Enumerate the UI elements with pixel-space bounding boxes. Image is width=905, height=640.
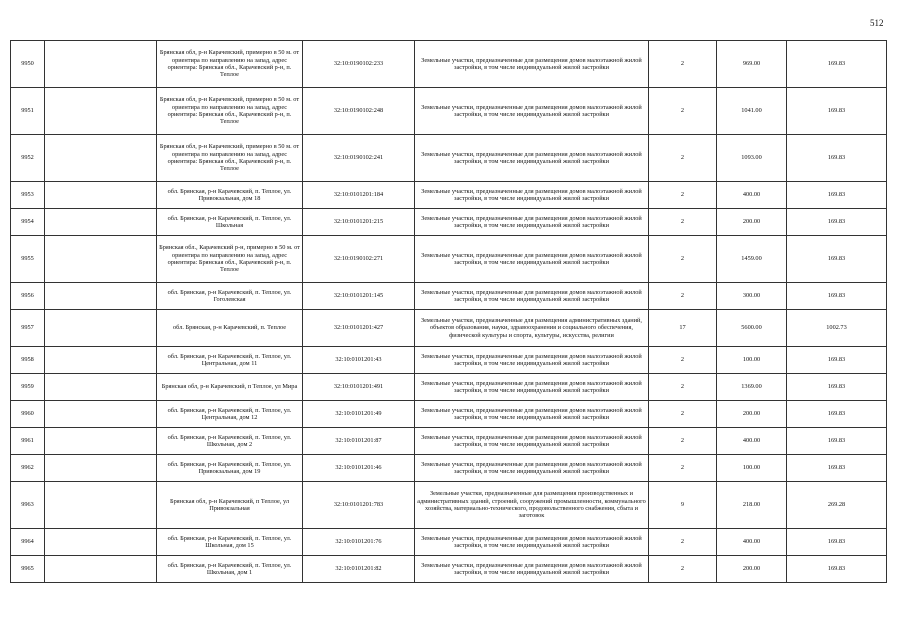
area-cell: 300.00	[717, 283, 787, 310]
area-cell: 200.00	[717, 401, 787, 428]
rate-cell: 169.83	[787, 556, 887, 583]
group-cell: 2	[649, 41, 717, 88]
purpose-cell: Земельные участки, предназначенные для размещения домов малоэтажной жилой застройки, в том числе индивидуальной жилой застройки	[415, 88, 649, 135]
cadastral-number-cell: 32:10:0190102:233	[303, 41, 415, 88]
table-row	[11, 428, 887, 455]
rate-cell: 169.83	[787, 236, 887, 283]
purpose-cell: Земельные участки, предназначенные для размещения домов малоэтажной жилой застройки, в том числе индивидуальной жилой застройки	[415, 556, 649, 583]
rate-cell: 169.83	[787, 209, 887, 236]
address-cell: обл. Брянская, р-н Карачевский, п. Теплое, ул. Школьная, дом 1	[157, 556, 303, 583]
row-number: 9964	[11, 529, 45, 556]
cadastral-number-cell: 32:10:0101201:76	[303, 529, 415, 556]
group-cell: 2	[649, 135, 717, 182]
address-cell: обл. Брянская, р-н Карачевский, п. Теплое, ул. Центральная, дом 11	[157, 347, 303, 374]
area-cell: 969.00	[717, 41, 787, 88]
group-cell: 2	[649, 347, 717, 374]
table-row	[11, 88, 887, 135]
address-cell: обл. Брянская, р-н Карачевский, п. Теплое, ул. Гоголевская	[157, 283, 303, 310]
cadastral-value-table	[10, 40, 887, 583]
address-cell: Брянская обл, р-н Карачевский, примерно в 50 м. от ориентира по направлению на запад, адрес ориентира: Брянская обл., Карачевский р-н, п. Теплое	[157, 135, 303, 182]
rate-cell: 169.83	[787, 41, 887, 88]
area-cell: 1369.00	[717, 374, 787, 401]
rate-cell: 169.83	[787, 88, 887, 135]
row-number: 9958	[11, 347, 45, 374]
purpose-cell: Земельные участки, предназначенные для размещения домов малоэтажной жилой застройки, в том числе индивидуальной жилой застройки	[415, 283, 649, 310]
rate-cell: 169.83	[787, 428, 887, 455]
row-number: 9959	[11, 374, 45, 401]
purpose-cell: Земельные участки, предназначенные для размещения домов малоэтажной жилой застройки, в том числе индивидуальной жилой застройки	[415, 374, 649, 401]
rate-cell: 1002.73	[787, 310, 887, 347]
cadastral-number-cell: 32:10:0190102:241	[303, 135, 415, 182]
rate-cell: 169.83	[787, 529, 887, 556]
row-number: 9951	[11, 88, 45, 135]
page-number: 512	[870, 18, 884, 28]
row-number: 9953	[11, 182, 45, 209]
row-number: 9962	[11, 455, 45, 482]
purpose-cell: Земельные участки, предназначенные для размещения административных зданий, объектов образования, науки, здравоохранения и социального обеспечения, физической культуры и спорта, культуры, искусства, религии	[415, 310, 649, 347]
table-row	[11, 401, 887, 428]
group-cell: 2	[649, 529, 717, 556]
purpose-cell: Земельные участки, предназначенные для размещения домов малоэтажной жилой застройки, в том числе индивидуальной жилой застройки	[415, 347, 649, 374]
table-row	[11, 374, 887, 401]
cadastral-number-cell: 32:10:0101201:82	[303, 556, 415, 583]
table-row	[11, 236, 887, 283]
rate-cell: 169.83	[787, 374, 887, 401]
cadastral-number-cell: 32:10:0101201:427	[303, 310, 415, 347]
area-cell: 5600.00	[717, 310, 787, 347]
table-row	[11, 529, 887, 556]
rate-cell: 269.28	[787, 482, 887, 529]
area-cell: 200.00	[717, 209, 787, 236]
area-cell: 400.00	[717, 182, 787, 209]
table-row	[11, 556, 887, 583]
table-row	[11, 209, 887, 236]
rate-cell: 169.83	[787, 283, 887, 310]
address-cell: Брянская обл, р-н Карачевский, примерно в 50 м. от ориентира по направлению на запад, адрес ориентира: Брянская обл., Карачевский р-н, п. Теплое	[157, 88, 303, 135]
purpose-cell: Земельные участки, предназначенные для размещения домов малоэтажной жилой застройки, в том числе индивидуальной жилой застройки	[415, 529, 649, 556]
row-number: 9952	[11, 135, 45, 182]
row-number: 9956	[11, 283, 45, 310]
table-row	[11, 135, 887, 182]
rate-cell: 169.83	[787, 401, 887, 428]
cadastral-number-cell: 32:10:0101201:43	[303, 347, 415, 374]
cadastral-number-cell: 32:10:0190102:271	[303, 236, 415, 283]
address-cell: обл. Брянская, р-н Карачевский, п. Теплое, ул. Школьная	[157, 209, 303, 236]
row-number: 9950	[11, 41, 45, 88]
area-cell: 400.00	[717, 428, 787, 455]
purpose-cell: Земельные участки, предназначенные для размещения домов малоэтажной жилой застройки, в том числе индивидуальной жилой застройки	[415, 209, 649, 236]
area-cell: 100.00	[717, 455, 787, 482]
group-cell: 2	[649, 455, 717, 482]
row-number: 9957	[11, 310, 45, 347]
rate-cell: 169.83	[787, 182, 887, 209]
purpose-cell: Земельные участки, предназначенные для размещения производственных и административных зданий, строений, сооружений промышленности, коммунального хозяйства, материально-технического, продовольственного снабжения, сбыта и заготовок	[415, 482, 649, 529]
table-row	[11, 283, 887, 310]
group-cell: 2	[649, 556, 717, 583]
rate-cell: 169.83	[787, 135, 887, 182]
cadastral-number-cell: 32:10:0101201:145	[303, 283, 415, 310]
table-row	[11, 182, 887, 209]
purpose-cell: Земельные участки, предназначенные для размещения домов малоэтажной жилой застройки, в том числе индивидуальной жилой застройки	[415, 182, 649, 209]
cadastral-number-cell: 32:10:0101201:184	[303, 182, 415, 209]
group-cell: 2	[649, 401, 717, 428]
address-cell: обл. Брянская, р-н Карачевский, п. Теплое, ул. Привокзальная, дом 19	[157, 455, 303, 482]
group-cell: 2	[649, 182, 717, 209]
area-cell: 1041.00	[717, 88, 787, 135]
table-row	[11, 41, 887, 88]
row-number: 9961	[11, 428, 45, 455]
group-cell: 2	[649, 283, 717, 310]
purpose-cell: Земельные участки, предназначенные для размещения домов малоэтажной жилой застройки, в том числе индивидуальной жилой застройки	[415, 236, 649, 283]
address-cell: Брянская обл., Карачевский р-н, примерно в 50 м. от ориентира по направлению на запад, адрес ориентира: Брянская обл., Карачевский р-н, п. Теплое	[157, 236, 303, 283]
area-cell: 218.00	[717, 482, 787, 529]
group-cell: 17	[649, 310, 717, 347]
purpose-cell: Земельные участки, предназначенные для размещения домов малоэтажной жилой застройки, в том числе индивидуальной жилой застройки	[415, 428, 649, 455]
area-cell: 1459.00	[717, 236, 787, 283]
purpose-cell: Земельные участки, предназначенные для размещения домов малоэтажной жилой застройки, в том числе индивидуальной жилой застройки	[415, 401, 649, 428]
row-number: 9963	[11, 482, 45, 529]
table-row	[11, 310, 887, 347]
purpose-cell: Земельные участки, предназначенные для размещения домов малоэтажной жилой застройки, в том числе индивидуальной жилой застройки	[415, 455, 649, 482]
group-cell: 2	[649, 236, 717, 283]
cadastral-number-cell: 32:10:0101201:783	[303, 482, 415, 529]
address-cell: обл. Брянская, р-н Карачевский, п. Теплое, ул. Центральная, дом 12	[157, 401, 303, 428]
cadastral-number-cell: 32:10:0190102:248	[303, 88, 415, 135]
group-cell: 2	[649, 428, 717, 455]
purpose-cell: Земельные участки, предназначенные для размещения домов малоэтажной жилой застройки, в том числе индивидуальной жилой застройки	[415, 41, 649, 88]
group-cell: 2	[649, 88, 717, 135]
cadastral-number-cell: 32:10:0101201:49	[303, 401, 415, 428]
area-cell: 100.00	[717, 347, 787, 374]
area-cell: 200.00	[717, 556, 787, 583]
area-cell: 1093.00	[717, 135, 787, 182]
group-cell: 2	[649, 374, 717, 401]
row-number: 9955	[11, 236, 45, 283]
table-row	[11, 482, 887, 529]
row-number: 9954	[11, 209, 45, 236]
address-cell: обл. Брянская, р-н Карачевский, п. Теплое, ул. Школьная, дом 15	[157, 529, 303, 556]
table-row	[11, 347, 887, 374]
row-number: 9960	[11, 401, 45, 428]
address-cell: Брянская обл, р-н Карачевский, п Теплое, ул Привокзальная	[157, 482, 303, 529]
address-cell: обл. Брянская, р-н Карачевский, п. Теплое, ул. Привокзальная, дом 18	[157, 182, 303, 209]
cadastral-number-cell: 32:10:0101201:87	[303, 428, 415, 455]
area-cell: 400.00	[717, 529, 787, 556]
address-cell: обл. Брянская, р-н Карачевский, п. Теплое, ул. Школьная, дом 2	[157, 428, 303, 455]
purpose-cell: Земельные участки, предназначенные для размещения домов малоэтажной жилой застройки, в том числе индивидуальной жилой застройки	[415, 135, 649, 182]
group-cell: 2	[649, 209, 717, 236]
group-cell: 9	[649, 482, 717, 529]
row-number: 9965	[11, 556, 45, 583]
table-row	[11, 455, 887, 482]
rate-cell: 169.83	[787, 455, 887, 482]
address-cell: обл. Брянская, р-н Карачевский, п. Теплое	[157, 310, 303, 347]
cadastral-number-cell: 32:10:0101201:46	[303, 455, 415, 482]
address-cell: Брянская обл, р-н Карачевский, примерно в 50 м. от ориентира по направлению на запад, адрес ориентира: Брянская обл., Карачевский р-н, п. Теплое	[157, 41, 303, 88]
rate-cell: 169.83	[787, 347, 887, 374]
cadastral-number-cell: 32:10:0101201:215	[303, 209, 415, 236]
address-cell: Брянская обл, р-н Карачевский, п Теплое, ул Мира	[157, 374, 303, 401]
cadastral-number-cell: 32:10:0101201:491	[303, 374, 415, 401]
